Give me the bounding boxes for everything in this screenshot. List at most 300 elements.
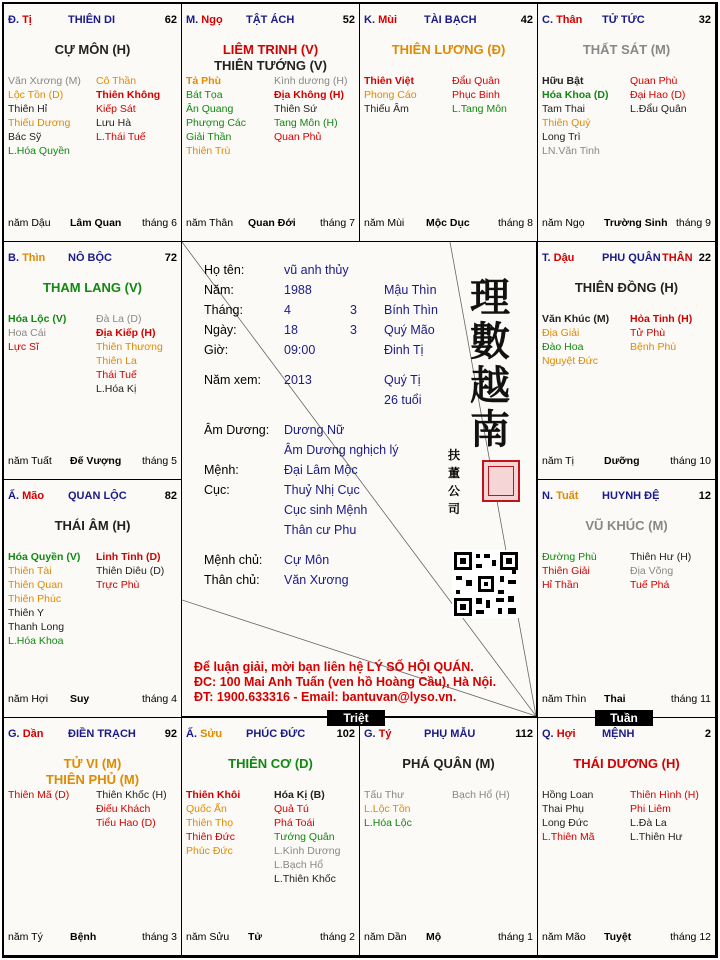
truong-sinh-stage: Mộ [426,931,442,943]
calli-small-char: 公 [448,484,461,498]
flow-year: năm Mùi [364,217,405,229]
than-tag: THÂN [662,252,693,264]
minor-star: Giải Thần [186,131,232,143]
palace-can: G. [8,728,20,740]
palace-can: T. [542,252,551,264]
flow-year: năm Tuất [8,455,52,467]
minor-star: Hóa Quyền (V) [8,551,81,563]
flow-year: năm Dần [364,931,407,943]
palace-header [542,252,711,266]
palace-can: M. [186,14,199,26]
main-star: VŨ KHÚC (M) [585,518,668,533]
flow-month: tháng 4 [141,693,177,705]
palace-header [364,728,533,742]
main-star: PHÁ QUÂN (M) [402,756,495,771]
view-year-label: Năm xem: [204,373,261,387]
minor-star: L.Lộc Tồn [364,803,411,815]
palace-footer [8,693,177,707]
palace-chi: Mùi [378,14,398,26]
minor-star: Địa Võng [630,565,674,577]
minor-star: Phong Cáo [364,89,417,101]
calligraphy-subtext [448,446,460,518]
palace-footer [364,931,533,945]
minor-star: Thiên Hình (H) [630,789,699,801]
month-value: 4 [284,303,291,317]
minor-star: Thiên Y [8,607,44,619]
age-value: 26 tuổi [384,393,422,407]
minor-star: Thiên Thương [96,341,163,353]
bad-stars-column [274,74,347,144]
day-canchi: Quý Mão [384,323,435,337]
minor-star: Tiểu Hao (D) [96,817,156,829]
palace-name: TẬT ÁCH [246,14,295,26]
amduong-value: Dương Nữ [284,423,345,437]
minor-star: L.Kình Dương [274,845,341,857]
palace-name: ĐIỀN TRẠCH [68,728,136,740]
calli-small-char: 董 [448,466,461,480]
main-stars [182,756,359,772]
palace-name: THIÊN DI [68,14,116,26]
minor-star: Hóa Kị (B) [274,789,325,801]
minor-star: Linh Tinh (D) [96,551,161,563]
minor-star: Tướng Quân [274,831,335,843]
month-label: Tháng: [204,303,243,317]
bad-stars-column [452,788,510,802]
palace-number: 52 [342,14,355,26]
minor-star: Phượng Các [186,117,247,129]
name-label: Họ tên: [204,263,245,277]
main-star: THIÊN CƠ (D) [228,756,313,771]
minor-star: Lực Sĩ [8,341,39,353]
truong-sinh-stage: Tử [248,931,263,943]
palace-can: G. [364,728,376,740]
palace-header [542,14,711,28]
palace-name: TÀI BẠCH [424,14,477,26]
good-stars-column [8,788,69,802]
minor-star: Quan Phù [630,75,678,87]
minor-star: L.Thiên Khốc [274,873,336,885]
minor-star: Thiên Trù [186,145,231,157]
palace-chi: Mão [22,490,45,502]
main-stars [4,518,181,534]
bad-stars-column [96,74,160,144]
flow-month: tháng 8 [497,217,533,229]
palace-name: HUYNH ĐỆ [602,490,660,502]
calligraphy-text [470,276,510,452]
palace-cell[interactable] [359,717,538,956]
main-star: CỰ MÔN (H) [54,42,131,57]
minor-star: Thiên Tài [8,565,52,577]
calli-char: 南 [470,406,510,453]
palace-number: 62 [164,14,177,26]
palace-number: 82 [164,490,177,502]
flow-month: tháng 7 [319,217,355,229]
minor-star: Nguyệt Đức [542,355,599,367]
thanchu-label: Thân chủ: [204,573,260,587]
palace-name: PHỤ MẪU [424,728,476,740]
palace-footer [542,455,711,469]
good-stars-column [186,74,246,158]
palace-name: QUAN LỘC [68,490,127,502]
palace-cell[interactable] [537,3,716,242]
good-stars-column [542,550,597,592]
truong-sinh-stage: Lâm Quan [70,217,122,229]
palace-can: Q. [542,728,554,740]
palace-footer [8,217,177,231]
minor-star: Văn Xương (M) [8,75,81,87]
minor-star: Thiên Quan [8,579,63,591]
minor-star: Thiên Sứ [274,103,318,115]
flow-year: năm Mão [542,931,586,943]
bad-stars-column [96,550,164,592]
palace-header [8,728,177,742]
hour-value: 09:00 [284,343,316,357]
palace-cell[interactable] [537,479,716,718]
minor-star: Đà La (D) [96,313,142,325]
minor-star: Phá Toái [274,817,315,829]
palace-name: NÔ BỘC [68,252,112,264]
menh-value: Đại Lâm Mộc [284,463,358,477]
minor-star: Tấu Thư [364,789,405,801]
flow-year: năm Dậu [8,217,51,229]
palace-name: PHU QUÂN [602,252,661,264]
minor-star: Thiên Thọ [186,817,234,829]
hour-canchi: Đinh Tị [384,343,424,357]
palace-footer [542,693,711,707]
palace-footer [542,217,711,231]
minor-star: LN.Văn Tinh [542,145,600,157]
truong-sinh-stage: Quan Đới [248,217,296,229]
palace-name: MỆNH [602,728,635,740]
palace-can: Ấ. [8,490,19,502]
minor-star: Địa Giải [542,327,580,339]
truong-sinh-stage: Thai [604,693,626,705]
minor-star: Thiên Mã (D) [8,789,70,801]
palace-header [364,14,533,28]
flow-year: năm Thân [186,217,234,229]
palace-chi: Dần [22,728,44,740]
minor-star: L.Thiên Mã [542,831,595,843]
minor-star: Tam Thai [542,103,585,115]
minor-star: Ân Quang [186,103,234,115]
minor-star: Hữu Bật [542,75,584,87]
main-star: THIÊN LƯƠNG (Đ) [391,42,506,57]
palace-number: 32 [698,14,711,26]
main-stars [4,280,181,296]
minor-star: L.Đà La [630,817,667,829]
red-seal-stamp [482,460,520,502]
palace-chi: Sửu [200,728,223,740]
month-canchi: Bính Thìn [384,303,438,317]
main-star: LIÊM TRINH (V) [222,42,319,57]
minor-star: Phúc Đức [186,845,233,857]
main-stars [4,42,181,58]
palace-cell[interactable] [3,717,182,956]
minor-star: Điếu Khách [96,803,151,815]
good-stars-column [542,312,609,368]
calli-small-char: 扶 [448,448,461,462]
main-star: THẤT SÁT (M) [582,42,671,57]
minor-star: L.Tang Môn [452,103,507,115]
calli-char: 越 [470,362,510,409]
good-stars-column [186,788,240,858]
minor-star: Thái Tuế [96,369,137,381]
bad-stars-column [96,312,163,396]
minor-star: Tang Môn (H) [274,117,338,129]
palace-cell[interactable] [181,717,360,956]
palace-cell[interactable] [537,717,716,956]
flow-month: tháng 6 [141,217,177,229]
minor-star: L.Hóa Khoa [8,635,64,647]
calli-char: 數 [470,318,510,365]
main-stars [538,42,715,58]
minor-star: Bệnh Phù [630,341,677,353]
amduong-label: Âm Dương: [204,423,270,437]
minor-star: Thiên Giải [542,565,590,577]
flow-year: năm Tị [542,455,574,467]
palace-chi: Hợi [556,728,576,740]
minor-star: Thiên Khốc (H) [96,789,167,801]
hour-label: Giờ: [204,343,229,357]
minor-star: Văn Khúc (M) [542,313,610,325]
main-stars [360,756,537,772]
flow-month: tháng 3 [141,931,177,943]
truong-sinh-stage: Suy [70,693,90,705]
minor-star: Thiên Khôi [186,789,241,801]
calli-char: 理 [470,274,510,321]
minor-star: Quốc Ấn [186,803,227,815]
minor-star: Thiên Phúc [8,593,62,605]
palace-header [542,728,711,742]
palace-number: 72 [164,252,177,264]
flow-month: tháng 12 [670,931,711,943]
minor-star: L.Hóa Kị [96,383,137,395]
minor-star: Thanh Long [8,621,65,633]
palace-name: TỬ TỨC [602,14,645,26]
flow-year: năm Tý [8,931,43,943]
triet-badge: Triệt [327,710,385,726]
calli-small-char: 司 [448,502,461,516]
minor-star: L.Đẩu Quân [630,103,687,115]
palace-footer [8,455,177,469]
minor-star: Quả Tú [274,803,309,815]
palace-cell[interactable] [537,241,716,480]
view-year-value: 2013 [284,373,312,387]
palace-header [542,490,711,504]
truong-sinh-stage: Dưỡng [604,455,640,467]
palace-can: Ấ. [186,728,197,740]
minor-star: Thai Phụ [542,803,585,815]
minor-star: Đại Hao (D) [630,89,686,101]
bad-stars-column [630,788,699,844]
palace-header [186,14,355,28]
day-value: 18 [284,323,298,337]
palace-footer [186,931,355,945]
day-label: Ngày: [204,323,237,337]
minor-star: Địa Kiếp (H) [96,327,156,339]
main-stars [538,518,715,534]
palace-number: 92 [164,728,177,740]
minor-star: Tử Phù [630,327,666,339]
minor-star: Lưu Hà [96,117,132,129]
palace-cell[interactable] [3,3,182,242]
flow-month: tháng 1 [497,931,533,943]
palace-number: 42 [520,14,533,26]
flow-year: năm Ngọ [542,217,585,229]
minor-star: Hỏa Tinh (H) [630,313,693,325]
palace-cell[interactable] [3,479,182,718]
palace-cell[interactable] [3,241,182,480]
minor-star: Đẩu Quân [452,75,500,87]
menhchu-value: Cự Môn [284,553,330,567]
palace-chi: Thìn [22,252,46,264]
palace-footer [542,931,711,945]
palace-number: 112 [515,728,533,740]
minor-star: Trực Phù [96,579,140,591]
main-star: TỬ VI (M) [63,756,122,771]
minor-star: L.Thiên Hư [630,831,683,843]
minor-star: L.Bạch Hổ [274,859,324,871]
flow-month: tháng 10 [670,455,711,467]
minor-star: Đào Hoa [542,341,584,353]
truong-sinh-stage: Tuyệt [604,931,632,943]
palace-header [186,728,355,742]
minor-star: Hóa Khoa (D) [542,89,609,101]
palace-cell[interactable] [359,3,538,242]
minor-star: Long Trì [542,131,581,143]
palace-chi: Ngọ [201,14,223,26]
flow-year: năm Thìn [542,693,587,705]
bad-stars-column [630,312,692,354]
minor-star: Thiên La [96,355,137,367]
view-year-canchi: Quý Tị [384,373,421,387]
minor-star: Thiên Diêu (D) [96,565,165,577]
month-lunar: 3 [350,303,357,317]
bad-stars-column [452,74,507,116]
minor-star: Thiên Quý [542,117,591,129]
day-lunar: 3 [350,323,357,337]
minor-star: Hoa Cái [8,327,46,339]
minor-star: Kiếp Sát [96,103,136,115]
minor-star: Thiên Đức [186,831,236,843]
minor-star: Hồng Loan [542,789,594,801]
center-info-panel [181,241,537,717]
contact-address: ĐC: 100 Mai Anh Tuấn (ven hồ Hoàng Cầu), Hà Nội. [194,675,497,689]
qr-code-icon[interactable] [452,550,520,618]
bad-stars-column [630,74,687,116]
minor-star: Hóa Lộc (V) [8,313,67,325]
truong-sinh-stage: Mộc Dục [426,217,470,229]
minor-star: Phục Binh [452,89,500,101]
main-stars [182,42,359,74]
amduong-note: Âm Dương nghịch lý [284,443,399,457]
cuc-value: Thuỷ Nhị Cục [284,483,360,497]
truong-sinh-stage: Đế Vượng [70,455,122,467]
main-stars [360,42,537,58]
palace-can: Đ. [8,14,19,26]
minor-star: Địa Không (H) [274,89,344,101]
minor-star: Bác Sỹ [8,131,42,143]
good-stars-column [364,788,412,830]
main-stars [538,756,715,772]
palace-can: N. [542,490,553,502]
palace-footer [8,931,177,945]
minor-star: Thiên Việt [364,75,414,87]
good-stars-column [8,74,81,158]
minor-star: Lộc Tồn (D) [8,89,64,101]
palace-number: 12 [698,490,711,502]
good-stars-column [542,788,595,844]
main-star: THIÊN TƯỚNG (V) [214,58,327,73]
main-star: THAM LANG (V) [43,280,142,295]
minor-star: Quan Phủ [274,131,322,143]
palace-cell[interactable] [181,3,360,242]
palace-chi: Thân [556,14,583,26]
minor-star: Kình dương (H) [274,75,348,87]
minor-star: Đường Phù [542,551,597,563]
flow-year: năm Sửu [186,931,230,943]
main-stars [538,280,715,296]
thanchu-value: Văn Xương [284,573,349,587]
name-value: vũ anh thủy [284,263,349,277]
minor-star: L.Hóa Quyền [8,145,70,157]
main-star: THÁI DƯƠNG (H) [573,756,680,771]
palace-header [8,14,177,28]
flow-year: năm Hợi [8,693,49,705]
palace-header [8,252,177,266]
palace-footer [186,217,355,231]
flow-month: tháng 5 [141,455,177,467]
flow-month: tháng 9 [675,217,711,229]
minor-star: L.Thái Tuế [96,131,146,143]
minor-star: Thiên Không [96,89,161,101]
palace-number: 2 [704,728,711,740]
year-value: 1988 [284,283,312,297]
minor-star: Thiếu Dương [8,117,71,129]
year-label: Năm: [204,283,234,297]
minor-star: Tuế Phá [630,579,670,591]
year-canchi: Mậu Thìn [384,283,437,297]
palace-header [8,490,177,504]
palace-chi: Dậu [553,252,575,264]
palace-chi: Tị [22,14,32,26]
minor-star: Phi Liêm [630,803,671,815]
palace-chi: Tuất [556,490,579,502]
minor-star: Long Đức [542,817,589,829]
palace-can: K. [364,14,375,26]
minor-star: Thiên Hư (H) [630,551,692,563]
main-star: THÁI ÂM (H) [54,518,131,533]
contact-line: Để luận giải, mời bạn liên hệ LÝ SỐ HỘI QUÁN. [194,660,474,674]
cuc-note: Cục sinh Mệnh [284,503,368,517]
minor-star: Thiên Hỉ [8,103,48,115]
cuc-label: Cục: [204,483,230,497]
bad-stars-column [274,788,340,886]
minor-star: L.Hóa Lộc [364,817,412,829]
good-stars-column [8,550,80,648]
bad-stars-column [630,550,691,592]
palace-footer [364,217,533,231]
minor-star: Bát Tọa [186,89,223,101]
minor-star: Thiếu Âm [364,103,409,115]
minor-star: Cô Thần [96,75,137,87]
truong-sinh-stage: Bệnh [70,931,97,943]
than-note: Thân cư Phu [284,523,357,537]
menh-label: Mệnh: [204,463,239,477]
flow-month: tháng 11 [670,693,711,705]
good-stars-column [542,74,609,158]
main-star: THIÊN ĐỒNG (H) [574,280,679,295]
